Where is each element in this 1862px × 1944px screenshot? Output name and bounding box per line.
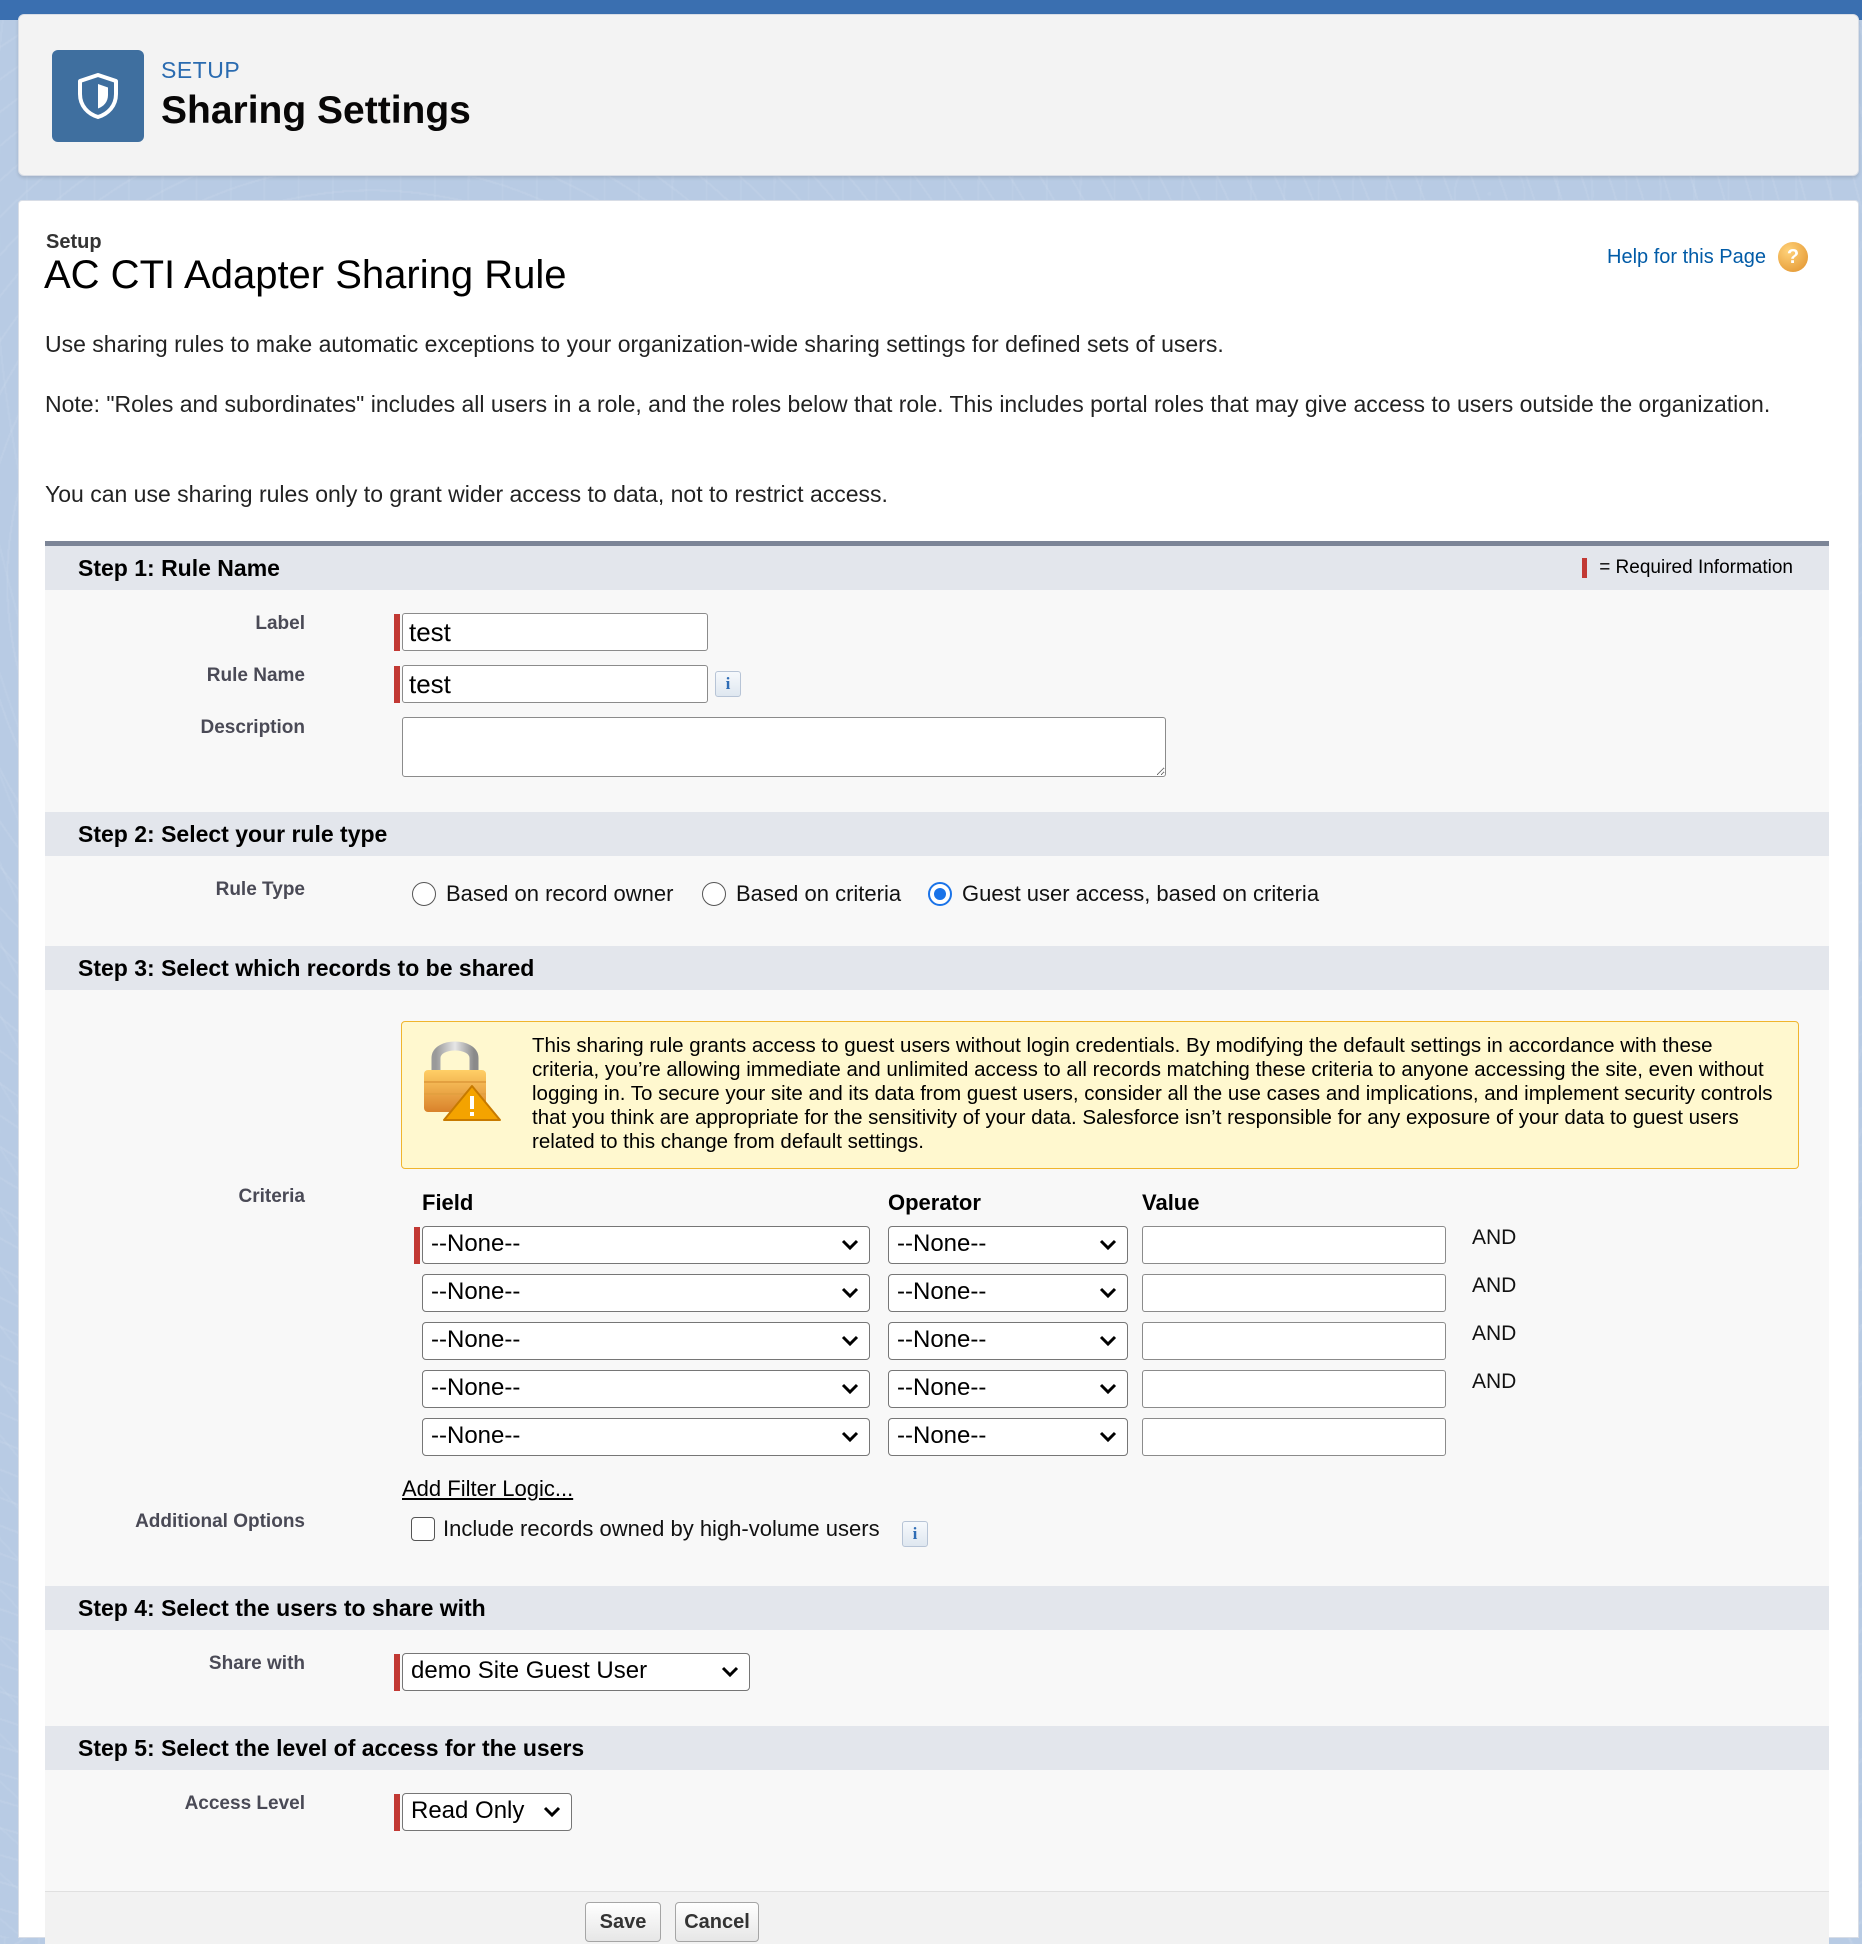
restriction-text: You can use sharing rules only to grant wider access to data, not to restrict access. bbox=[45, 481, 888, 507]
criteria-field-select[interactable] bbox=[422, 1274, 870, 1312]
and-conjunction: AND bbox=[1472, 1322, 1517, 1345]
radio-guest-user-label[interactable]: Guest user access, based on criteria bbox=[962, 881, 1320, 906]
criteria-value-input[interactable] bbox=[1142, 1322, 1446, 1360]
chevron-down-icon bbox=[1095, 1328, 1121, 1354]
description-field-label: Description bbox=[200, 717, 305, 738]
criteria-field-value[interactable]: --None-- bbox=[431, 1278, 521, 1305]
breadcrumb: Setup bbox=[46, 231, 102, 253]
sharing-rule-form bbox=[45, 541, 1829, 1939]
criteria-operator-select[interactable] bbox=[888, 1370, 1128, 1408]
and-conjunction: AND bbox=[1472, 1274, 1517, 1297]
shield-icon bbox=[52, 50, 144, 142]
warning-text: This sharing rule grants access to guest users without login credentials. By modifying the default settings in accordance with these criteria, you’re allowing immediate and unlimited access to all records matching these criteria to anyone accessing the site, even without logging in. To secure your site and its data from guest users, consider all the use cases and implications, and implement security controls that you think are appropriate for the sensitivity of your data. Salesforce isn’t responsible for any exposure of your data to guest users related to this change from default settings. bbox=[532, 1034, 1773, 1153]
criteria-operator-value[interactable]: --None-- bbox=[897, 1230, 987, 1257]
required-marker bbox=[1582, 558, 1587, 578]
rule-name-required-marker bbox=[394, 666, 400, 703]
chevron-down-icon bbox=[1095, 1424, 1121, 1450]
criteria-field-value[interactable]: --None-- bbox=[431, 1374, 521, 1401]
criteria-field-value[interactable]: --None-- bbox=[431, 1326, 521, 1353]
guest-access-warning bbox=[401, 1021, 1799, 1169]
rule-type-label: Rule Type bbox=[215, 879, 305, 900]
info-icon[interactable]: i bbox=[902, 1521, 928, 1547]
access-level-value[interactable]: Read Only bbox=[411, 1797, 525, 1824]
chevron-down-icon bbox=[837, 1328, 863, 1354]
lock-warning-icon bbox=[416, 1032, 504, 1122]
header-eyebrow: SETUP bbox=[161, 57, 241, 83]
share-with-required-marker bbox=[394, 1654, 400, 1691]
column-header-value: Value bbox=[1142, 1190, 1200, 1215]
chevron-down-icon bbox=[717, 1659, 743, 1685]
criteria-value-input[interactable] bbox=[1142, 1370, 1446, 1408]
page-title: AC CTI Adapter Sharing Rule bbox=[44, 253, 567, 297]
and-conjunction: AND bbox=[1472, 1370, 1517, 1393]
radio-record-owner[interactable] bbox=[412, 881, 673, 907]
radio-criteria-label[interactable]: Based on criteria bbox=[736, 881, 902, 906]
chevron-down-icon bbox=[1095, 1232, 1121, 1258]
step5-title: Step 5: Select the level of access for the users bbox=[78, 1735, 585, 1761]
rule-name-field-label: Rule Name bbox=[206, 665, 305, 686]
radio-button[interactable] bbox=[412, 882, 436, 906]
help-link-label[interactable]: Help for this Page bbox=[1607, 245, 1766, 268]
criteria-operator-value[interactable]: --None-- bbox=[897, 1374, 987, 1401]
header-title: Sharing Settings bbox=[161, 89, 471, 132]
required-legend bbox=[1582, 546, 1793, 590]
criteria-label: Criteria bbox=[238, 1186, 305, 1207]
step1-header bbox=[45, 546, 1829, 590]
info-icon[interactable]: i bbox=[715, 671, 741, 697]
main-panel bbox=[18, 200, 1859, 1938]
column-header-field: Field bbox=[422, 1190, 474, 1215]
criteria-operator-select[interactable] bbox=[888, 1226, 1128, 1264]
radio-button[interactable] bbox=[702, 882, 726, 906]
chevron-down-icon bbox=[837, 1280, 863, 1306]
step4-title: Step 4: Select the users to share with bbox=[78, 1595, 486, 1621]
criteria-value-input[interactable] bbox=[1142, 1418, 1446, 1456]
label-field-label: Label bbox=[255, 613, 305, 634]
step1-title: Step 1: Rule Name bbox=[78, 555, 280, 581]
column-header-operator: Operator bbox=[888, 1190, 981, 1215]
setup-header bbox=[18, 14, 1859, 176]
chevron-down-icon bbox=[1095, 1376, 1121, 1402]
criteria-field-select[interactable] bbox=[422, 1370, 870, 1408]
description-textarea[interactable] bbox=[402, 717, 1166, 777]
criteria-field-value[interactable]: --None-- bbox=[431, 1230, 521, 1257]
radio-record-owner-label[interactable]: Based on record owner bbox=[446, 881, 674, 906]
radio-criteria[interactable] bbox=[702, 881, 901, 907]
radio-button-selected[interactable] bbox=[928, 882, 952, 906]
criteria-operator-value[interactable]: --None-- bbox=[897, 1326, 987, 1353]
add-filter-logic-link[interactable]: Add Filter Logic... bbox=[402, 1476, 574, 1501]
rule-name-input[interactable] bbox=[402, 665, 708, 703]
label-required-marker bbox=[394, 614, 400, 651]
step2-title: Step 2: Select your rule type bbox=[78, 821, 388, 847]
save-button[interactable]: Save bbox=[585, 1902, 661, 1942]
chevron-down-icon bbox=[837, 1376, 863, 1402]
button-bar bbox=[45, 1891, 1829, 1944]
required-legend-text: = Required Information bbox=[1599, 557, 1793, 578]
radio-guest-user[interactable] bbox=[928, 881, 1319, 907]
criteria-required-marker bbox=[414, 1227, 420, 1264]
intro-text: Use sharing rules to make automatic exceptions to your organization-wide sharing settings for defined sets of users. bbox=[45, 331, 1224, 357]
criteria-operator-select[interactable] bbox=[888, 1274, 1128, 1312]
additional-options-label: Additional Options bbox=[135, 1511, 305, 1532]
note-text: Note: "Roles and subordinates" includes all users in a role, and the roles below that role. This includes portal roles that may give access to users outside the organization. bbox=[45, 391, 1771, 417]
criteria-operator-select[interactable] bbox=[888, 1322, 1128, 1360]
help-link[interactable] bbox=[1607, 242, 1808, 272]
step3-header bbox=[45, 946, 1829, 990]
help-icon[interactable]: ? bbox=[1778, 242, 1808, 272]
share-with-value[interactable]: demo Site Guest User bbox=[411, 1657, 648, 1684]
criteria-field-select[interactable] bbox=[422, 1322, 870, 1360]
cancel-button[interactable]: Cancel bbox=[675, 1902, 759, 1942]
step5-header bbox=[45, 1726, 1829, 1770]
chevron-down-icon bbox=[837, 1232, 863, 1258]
chevron-down-icon bbox=[837, 1424, 863, 1450]
high-volume-checkbox[interactable] bbox=[411, 1517, 435, 1541]
access-level-required-marker bbox=[394, 1794, 400, 1831]
label-input[interactable] bbox=[402, 613, 708, 651]
chevron-down-icon bbox=[1095, 1280, 1121, 1306]
criteria-operator-value[interactable]: --None-- bbox=[897, 1278, 987, 1305]
criteria-field-select[interactable] bbox=[422, 1226, 870, 1264]
step3-title: Step 3: Select which records to be shared bbox=[78, 955, 535, 981]
criteria-value-input[interactable] bbox=[1142, 1274, 1446, 1312]
criteria-field-value[interactable]: --None-- bbox=[431, 1422, 521, 1449]
step2-header bbox=[45, 812, 1829, 856]
chevron-down-icon bbox=[539, 1799, 565, 1825]
criteria-value-input[interactable] bbox=[1142, 1226, 1446, 1264]
share-with-select[interactable] bbox=[402, 1653, 750, 1691]
step4-header bbox=[45, 1586, 1829, 1630]
and-conjunction: AND bbox=[1472, 1226, 1517, 1249]
share-with-label: Share with bbox=[208, 1653, 305, 1674]
criteria-operator-value[interactable]: --None-- bbox=[897, 1422, 987, 1449]
access-level-select[interactable] bbox=[402, 1793, 572, 1831]
criteria-operator-select[interactable] bbox=[888, 1418, 1128, 1456]
access-level-label: Access Level bbox=[184, 1793, 305, 1814]
high-volume-label[interactable]: Include records owned by high-volume users bbox=[443, 1516, 880, 1541]
criteria-field-select[interactable] bbox=[422, 1418, 870, 1456]
